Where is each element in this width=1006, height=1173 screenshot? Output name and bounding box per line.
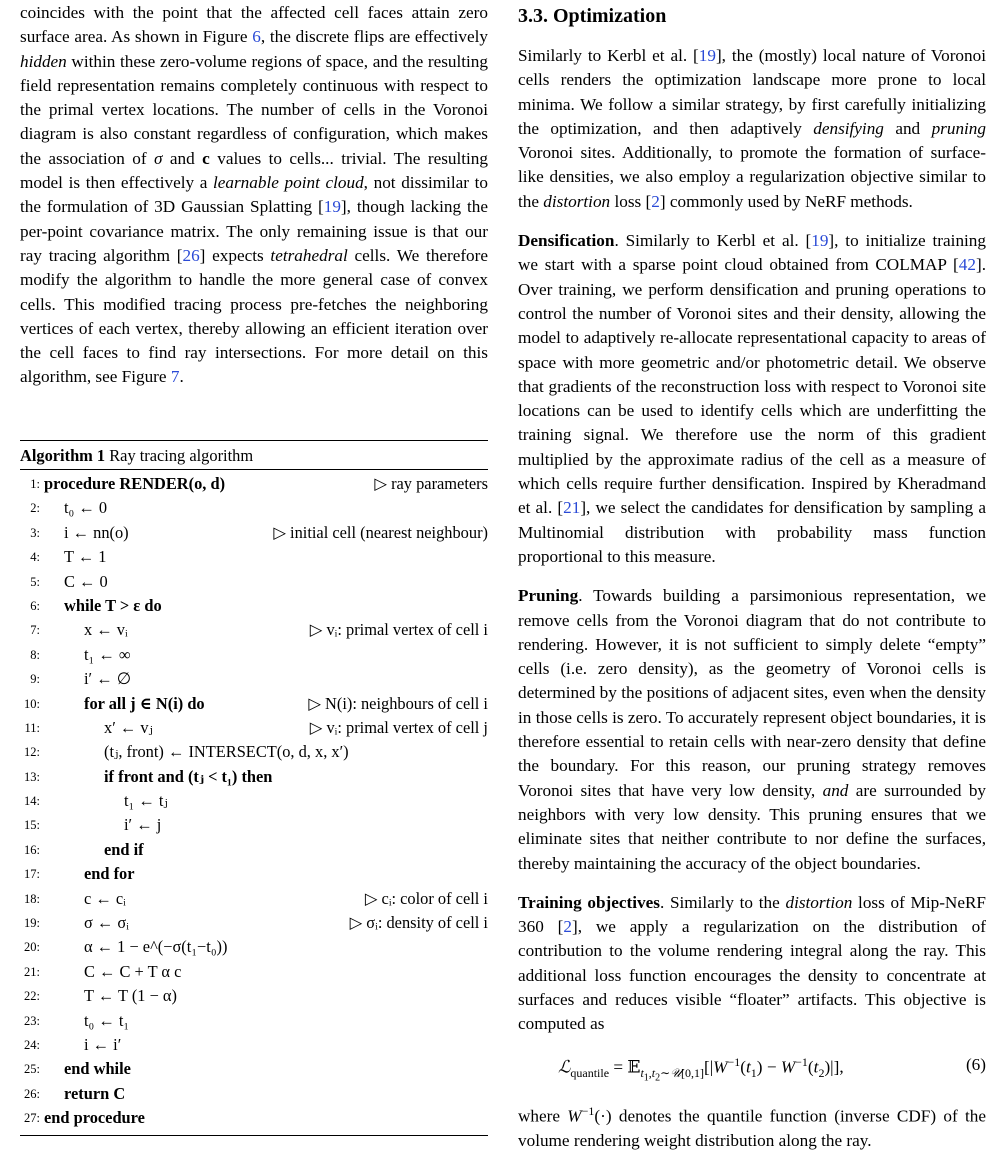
line-code: C ← 0 xyxy=(64,571,108,591)
equation-quantile xyxy=(518,1051,986,1087)
line-comment: ▷ vᵢ: primal vertex of cell i xyxy=(309,620,488,640)
line-code: t₀ ← t₁ xyxy=(84,1010,130,1030)
line-number: 7: xyxy=(30,623,40,638)
algorithm-line xyxy=(20,862,488,886)
equation-number: (6) xyxy=(965,1054,986,1074)
line-number: 25: xyxy=(24,1062,40,1077)
line-number: 10: xyxy=(24,696,40,711)
section-title: 3.3. Optimization xyxy=(518,5,667,27)
training-paragraph: Training objectives. Similarly to the distortion loss of Mip-NeRF 360 [2], we apply a regularization on the distribution of contribution to the volume rendering integral along the ray. This additional loss function encourages the density to concentrate at surfaces and reduces visible “floater” artifacts. This objective is computed as xyxy=(518,892,986,1034)
line-comment: ▷ ray parameters xyxy=(374,474,488,493)
training-heading: Training objectives xyxy=(518,892,660,912)
intro-paragraph: coincides with the point that the affected cell faces attain zero surface area. As shown in Figure 6, the discrete flips are effectively hidden within these zero-volume regions of space, and the resulting field representation remains completely continuous with respect to the primal vertex locations. The number of cells in the Voronoi diagram is also constant regardless of configuration, which makes the association of σ and c values to cells... trivial. The resulting model is then effectively a learnable point cloud, not dissimilar to the formulation of 3D Gaussian Splatting [19], though lacking the per-point covariance matrix. The only remaining issue is that our ray tracing algorithm [26] expects tetrahedral cells. We therefore modify the algorithm to handle the more general case of convex cells. This modified tracing process pre-fetches the neighboring vertices of each vertex, thereby allowing an efficient iteration over the cell faces to find ray intersections. For more detail on this algorithm, see Figure 7. xyxy=(20,3,489,387)
algorithm-bottom-rule xyxy=(20,1135,488,1136)
algorithm-line xyxy=(20,570,488,594)
line-number: 8: xyxy=(30,647,40,662)
pruning-heading: Pruning xyxy=(518,586,579,606)
line-number: 16: xyxy=(24,842,40,857)
algorithm-line xyxy=(20,643,488,667)
left-column xyxy=(20,0,488,390)
algorithm-line xyxy=(20,618,488,642)
densification-paragraph: Densification. Similarly to Kerbl et al. [19], to initialize training we start with a sparse point cloud obtained from COLMAP [42]. Over training, we perform densification and pruning operations to control the number of Voronoi sites and their density, allowing the model to adaptively re-allocate representational capacity to areas of space with more geometric and/or photometric detail. We observe that gradients of the reconstruction loss with respect to Voronoi site locations can be used to identify cells which are underfitting the training signal. We therefore use the norm of this gradient multiplied by the approximate radius of the cell as a measure of which cells require further densification. Inspired by Kheradmand et al. [21], we select the candidates for densification by sampling a Multinomial distribution with probability mass function proportional to this measure. xyxy=(518,231,986,566)
algorithm-line xyxy=(20,838,488,862)
algorithm-box xyxy=(20,440,488,1136)
line-code: if front and (tⱼ < t₁) then xyxy=(104,766,273,786)
algorithm-line xyxy=(20,692,488,716)
line-number: 17: xyxy=(24,867,40,882)
line-number: 19: xyxy=(24,916,40,931)
line-number: 3: xyxy=(30,525,40,540)
algorithm-line xyxy=(20,1033,488,1057)
line-code: x′ ← vⱼ xyxy=(104,717,153,737)
line-number: 4: xyxy=(30,550,40,565)
line-number: 23: xyxy=(24,1013,40,1028)
line-number: 14: xyxy=(24,794,40,809)
algorithm-line xyxy=(20,716,488,740)
line-number: 21: xyxy=(24,964,40,979)
pruning-paragraph: Pruning. Towards building a parsimonious representation, we remove cells from the Voronoi diagram that do not contribute to rendering. However, it is not sufficient to simply delete “empty” cells (i.e. zero density), as the geometry of Voronoi cells is determined by the positions of adjacent sites, even when the density in those cells is zero. To accurately represent object boundaries, it is therefore essential to retain cells with near-zero density that define the boundary. For this reason, our pruning strategy removes Voronoi sites that have very low density, and are surrounded by neighbors with very low density. This pruning ensures that we eliminate sites that neither contribute to nor define the surfaces, thereby maintaining the accuracy of the object boundaries. xyxy=(518,586,987,873)
algorithm-title: Ray tracing algorithm xyxy=(109,446,254,465)
line-comment: ▷ N(i): neighbours of cell i xyxy=(308,693,488,713)
closing-paragraph: where $W^{-1}(\cdot)$ denotes the quantile function (inverse CDF) of the volume rendering weight distribution along the ray. xyxy=(518,1103,986,1150)
line-code: i ← nn(o) xyxy=(64,522,129,542)
equation-body: ℒ$_{quantile}$ = $𝔼_{t_1,t_2\sim 𝒰[0,1]}[|W^{-1}(t_1) - W^{-1}(t_2)|]$, xyxy=(558,1054,844,1084)
algorithm-line xyxy=(20,765,488,789)
line-code: i′ ← j xyxy=(124,815,162,835)
algorithm-line xyxy=(20,1009,488,1033)
algorithm-line xyxy=(20,472,488,496)
algorithm-line xyxy=(20,594,488,618)
algorithm-label: Algorithm 1 xyxy=(20,446,106,465)
algorithm-line xyxy=(20,1106,488,1130)
line-code: for all j ∈ N(i) do xyxy=(84,693,205,713)
line-code: t₀ ← 0 xyxy=(64,498,108,518)
algorithm-line xyxy=(20,935,488,959)
line-code: i′ ← ∅ xyxy=(84,669,132,689)
algorithm-line xyxy=(20,1057,488,1081)
line-number: 18: xyxy=(24,891,40,906)
densification-heading: Densification xyxy=(518,231,615,251)
line-number: 26: xyxy=(24,1086,40,1101)
algorithm-line xyxy=(20,1082,488,1106)
line-number: 1: xyxy=(30,477,40,491)
line-number: 6: xyxy=(30,598,40,613)
line-code: end procedure xyxy=(44,1108,145,1128)
line-code: c ← cᵢ xyxy=(84,888,126,908)
algorithm-line xyxy=(20,887,488,911)
line-code: t₁ ← tⱼ xyxy=(124,791,168,811)
algorithm-body xyxy=(20,470,488,1131)
line-code: procedure RENDER(o, d) xyxy=(44,474,226,493)
line-code: T ← 1 xyxy=(64,547,107,567)
line-comment: ▷ vᵢ: primal vertex of cell j xyxy=(309,717,488,737)
line-code: return C xyxy=(64,1083,126,1103)
algorithm-line xyxy=(20,960,488,984)
algorithm-line xyxy=(20,545,488,569)
line-comment: ▷ cᵢ: color of cell i xyxy=(364,888,488,908)
optimization-paragraph: Similarly to Kerbl et al. [19], the (mostly) local nature of Voronoi cells renders the optimization landscape more prone to local minima. We follow a similar strategy, by first carefully initializing the optimization, and then adaptively densifying and pruning Voronoi sites. Additionally, to promote the formation of surface-like densities, we also employ a regularization objective similar to the distortion loss [2] commonly used by NeRF methods. xyxy=(518,46,986,211)
line-number: 9: xyxy=(30,672,40,687)
line-number: 13: xyxy=(24,769,40,784)
line-code: α ← 1 − e^(−σ(t₁−t₀)) xyxy=(84,937,228,957)
line-code: end if xyxy=(104,839,144,859)
algorithm-line xyxy=(20,667,488,691)
algorithm-line xyxy=(20,521,488,545)
algorithm-line xyxy=(20,813,488,837)
line-code: T ← T (1 − α) xyxy=(84,986,177,1006)
line-number: 27: xyxy=(24,1111,40,1126)
algorithm-line xyxy=(20,984,488,1008)
algorithm-line xyxy=(20,740,488,764)
line-number: 2: xyxy=(30,501,40,516)
line-code: C ← C + T α c xyxy=(84,961,182,981)
line-code: i ← i′ xyxy=(84,1034,122,1054)
algorithm-line xyxy=(20,496,488,520)
line-number: 12: xyxy=(24,745,40,760)
line-code: end while xyxy=(64,1059,131,1079)
line-comment: ▷ initial cell (nearest neighbour) xyxy=(273,522,488,542)
line-number: 22: xyxy=(24,989,40,1004)
line-code: σ ← σᵢ xyxy=(84,913,129,933)
line-code: while T > ε do xyxy=(64,595,162,615)
algorithm-line xyxy=(20,789,488,813)
line-number: 15: xyxy=(24,818,40,833)
right-column xyxy=(518,0,986,1153)
line-code: (tⱼ, front) ← INTERSECT(o, d, x, x′) xyxy=(104,742,349,762)
line-number: 20: xyxy=(24,940,40,955)
algorithm-caption xyxy=(20,441,488,470)
line-number: 11: xyxy=(24,720,40,735)
algorithm-line xyxy=(20,911,488,935)
line-number: 5: xyxy=(30,574,40,589)
line-code: end for xyxy=(84,864,135,884)
line-number: 24: xyxy=(24,1037,40,1052)
line-code: t₁ ← ∞ xyxy=(84,644,131,664)
line-comment: ▷ σᵢ: density of cell i xyxy=(349,913,488,933)
line-code: x ← vᵢ xyxy=(84,620,128,640)
